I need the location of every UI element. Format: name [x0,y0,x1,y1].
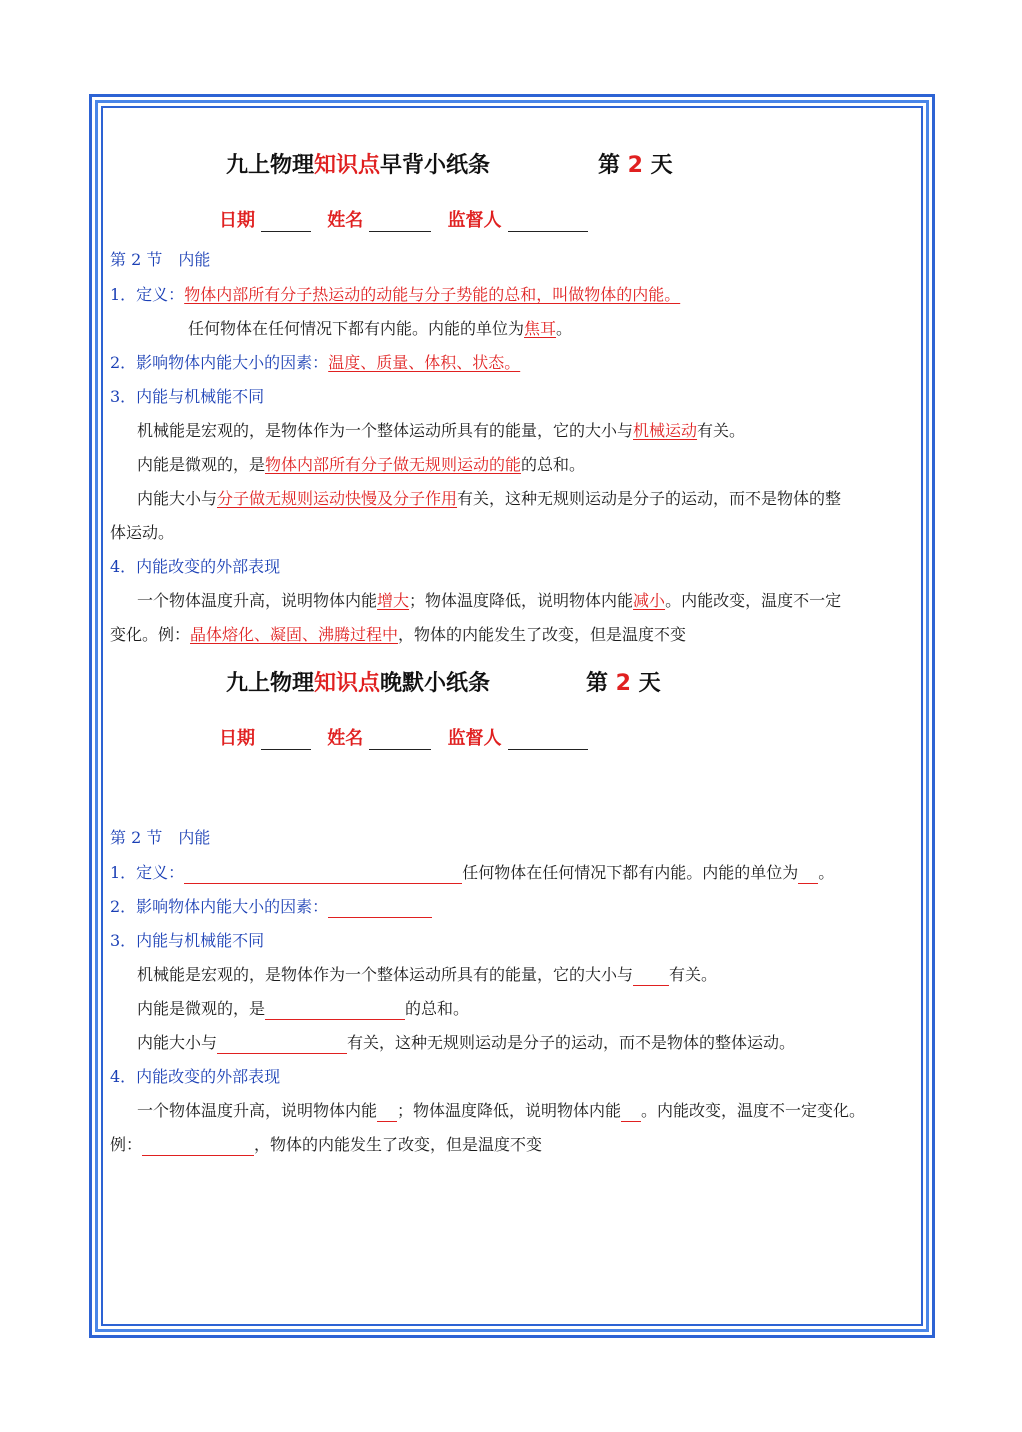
evening-line-microscopic [137,998,469,1020]
body-text: 内能是微观的，是 [137,999,266,1018]
date-blank[interactable] [261,213,311,232]
morning-title [226,148,490,179]
fill-blank[interactable] [798,866,818,884]
morning-title-highlight: 知识点 [314,153,381,178]
fill-blank[interactable] [377,1104,397,1122]
supervisor-label: 监督人 [447,728,502,749]
supervisor-label: 监督人 [447,210,502,231]
morning-line-unit [188,318,572,340]
body-text: 内能大小与 [137,489,218,508]
evening-title-part2: 晚默小纸条 [380,671,491,696]
fill-blank[interactable] [142,1138,254,1156]
morning-section-heading: 第 2 节 内能 [110,250,211,269]
day-prefix: 第 [598,153,628,178]
body-text: ；物体温度降低，说明物体内能 [397,1101,622,1120]
body-text: ，物体的内能发生了改变，但是温度不变 [398,625,687,644]
body-text: 有关。 [697,421,746,440]
answer-text: 焦耳 [524,319,557,338]
name-blank[interactable] [369,213,431,232]
morning-line-temperature [137,590,841,612]
item-number: 1．定义： [110,285,185,304]
evening-day-label [586,666,661,697]
body-text: 变化。例： [110,625,191,644]
body-text: 一个物体温度升高，说明物体内能 [137,1101,378,1120]
evening-title [226,666,490,697]
morning-line-example [110,624,686,646]
fill-blank[interactable] [621,1104,641,1122]
evening-item3-heading: 3．内能与机械能不同 [110,931,265,950]
evening-line-mechanical [137,964,717,986]
date-label: 日期 [219,728,255,749]
morning-title-part1: 九上物理 [226,153,315,178]
evening-title-part1: 九上物理 [226,671,315,696]
supervisor-blank[interactable] [508,213,588,232]
date-blank[interactable] [261,731,311,750]
body-text: 有关，这种无规则运动是分子的运动，而不是物体的整体运动。 [347,1033,796,1052]
name-blank[interactable] [369,731,431,750]
body-text: 。 [556,319,573,338]
body-text: ；物体温度降低，说明物体内能 [409,591,634,610]
body-text: 任何物体在任何情况下都有内能。内能的单位为 [462,863,799,882]
day-prefix: 第 [586,671,616,696]
answer-text: 增大 [377,591,410,610]
evening-line-factors [110,896,432,918]
fill-blank[interactable] [328,900,432,918]
evening-line-related [137,1032,795,1054]
morning-item3-heading: 3．内能与机械能不同 [110,387,265,406]
fill-blank[interactable] [265,1002,405,1020]
fill-blank[interactable] [217,1036,347,1054]
body-text: 一个物体温度升高，说明物体内能 [137,591,378,610]
evening-meta-row [219,724,598,750]
morning-item4-heading: 4．内能改变的外部表现 [110,557,281,576]
body-text: 的总和。 [405,999,470,1018]
evening-line-definition [110,862,834,884]
answer-text: 机械运动 [633,421,698,440]
morning-line-mechanical [137,420,745,442]
body-text: 有关。 [669,965,718,984]
item-heading: 2．影响物体内能大小的因素： [110,353,329,372]
answer-text: 分子做无规则运动快慢及分子作用 [217,489,458,508]
day-suffix: 天 [642,153,673,178]
name-label: 姓名 [327,728,364,749]
body-text: 机械能是宏观的，是物体作为一个整体运动所具有的能量，它的大小与 [137,965,634,984]
item-number: 1．定义： [110,863,185,882]
answer-text: 物体内部所有分子热运动的动能与分子势能的总和，叫做物体的内能。 [184,285,681,304]
evening-line-example [110,1134,542,1156]
supervisor-blank[interactable] [508,731,588,750]
answer-text: 物体内部所有分子做无规则运动的能 [265,455,522,474]
body-text: ，物体的内能发生了改变，但是温度不变 [254,1135,543,1154]
answer-text: 减小 [633,591,666,610]
day-number: 2 [627,153,643,178]
body-text: 内能大小与 [137,1033,218,1052]
morning-meta-row [219,206,598,232]
body-text: 任何物体在任何情况下都有内能。内能的单位为 [188,319,525,338]
day-number: 2 [615,671,631,696]
body-text: 。 [818,863,835,882]
morning-line-factors [110,352,520,374]
body-text: 例： [110,1135,143,1154]
morning-line-definition [110,284,680,306]
body-text: 有关，这种无规则运动是分子的运动，而不是物体的整 [457,489,842,508]
date-label: 日期 [219,210,255,231]
morning-line-microscopic [137,454,585,476]
day-suffix: 天 [630,671,661,696]
body-text: 。内能改变，温度不一定变化。 [641,1101,866,1120]
body-text: 内能是微观的，是 [137,455,266,474]
morning-line-continued: 体运动。 [110,523,175,542]
answer-text: 晶体熔化、凝固、沸腾过程中 [190,625,399,644]
item-heading: 2．影响物体内能大小的因素： [110,897,329,916]
evening-line-temperature [137,1100,865,1122]
morning-title-part2: 早背小纸条 [380,153,491,178]
name-label: 姓名 [327,210,364,231]
fill-blank[interactable] [633,968,669,986]
body-text: 的总和。 [521,455,586,474]
morning-line-related [137,488,841,510]
morning-day-label [598,148,673,179]
evening-item4-heading: 4．内能改变的外部表现 [110,1067,281,1086]
fill-blank[interactable] [184,866,462,884]
body-text: 机械能是宏观的，是物体作为一个整体运动所具有的能量，它的大小与 [137,421,634,440]
answer-text: 温度、质量、体积、状态。 [328,353,521,372]
evening-section-heading: 第 2 节 内能 [110,828,211,847]
body-text: 。内能改变，温度不一定 [665,591,842,610]
evening-title-highlight: 知识点 [314,671,381,696]
